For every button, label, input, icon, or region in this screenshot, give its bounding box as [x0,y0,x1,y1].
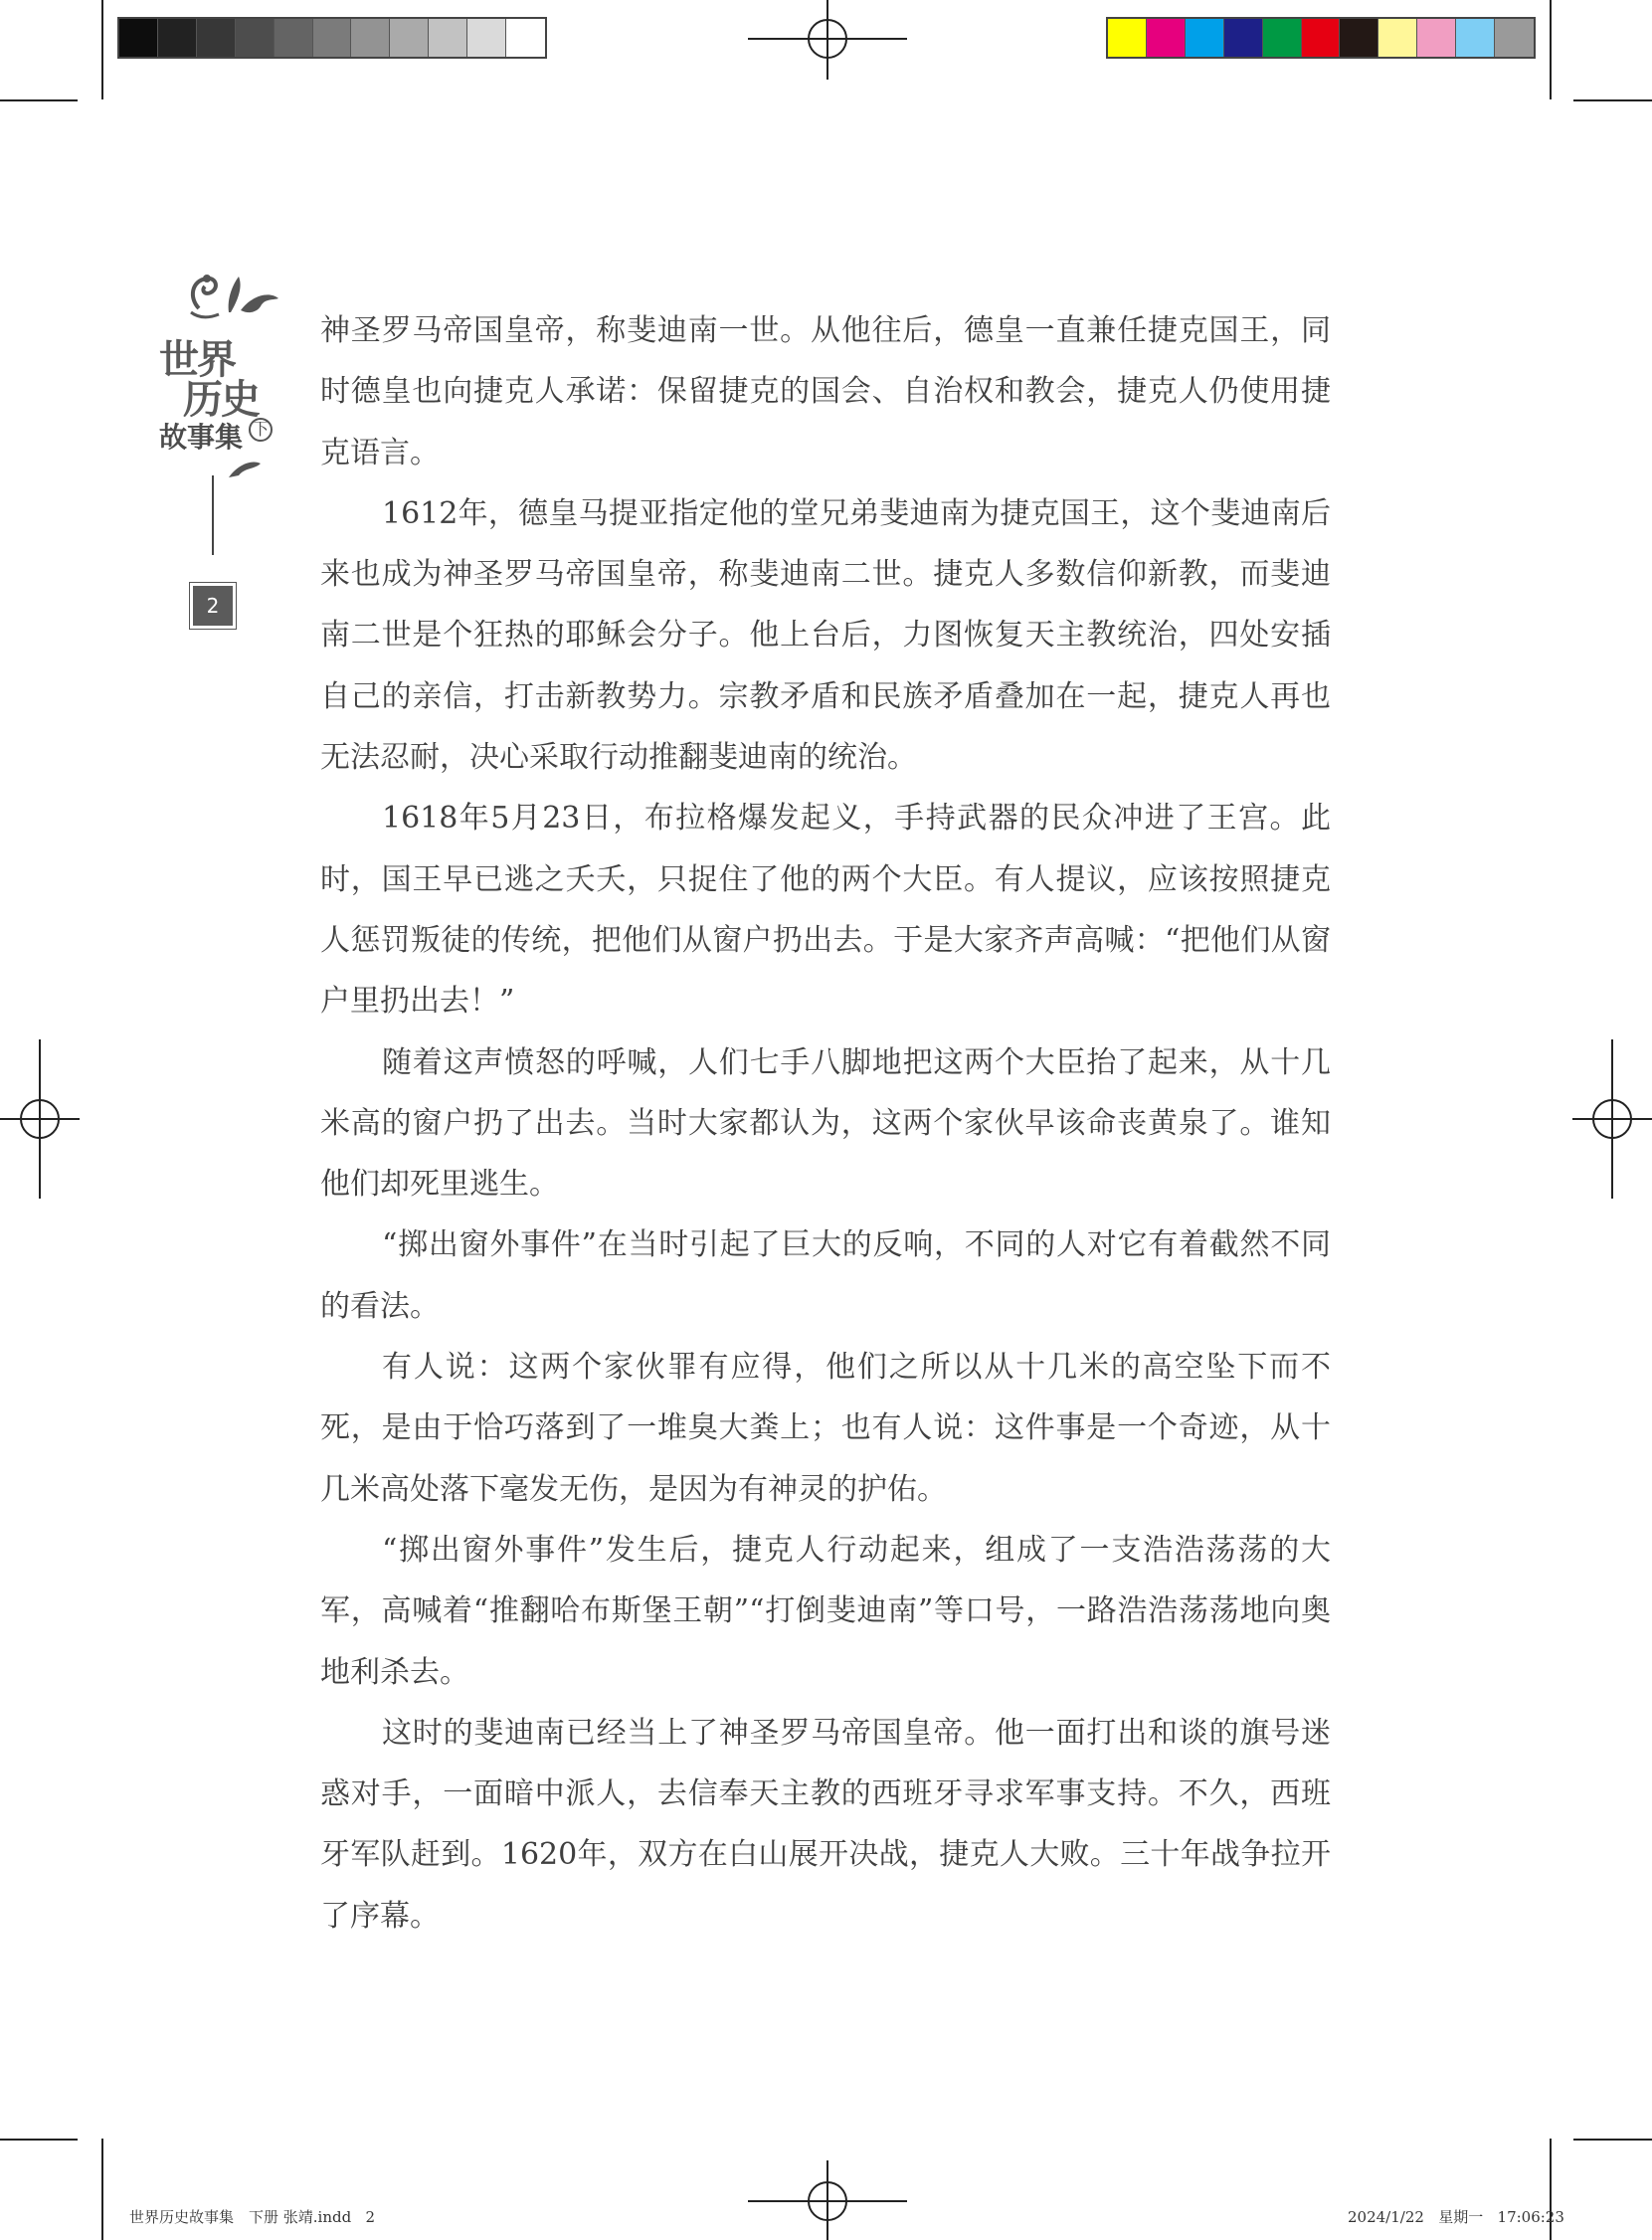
crop-mark [1573,99,1652,101]
book-title-part2: 历史 [183,376,259,423]
registration-mark-top [748,0,907,80]
volume-badge: 下 [249,418,273,442]
paragraph: “掷出窗外事件”在当时引起了巨大的反响，不同的人对它有着截然不同的看法。 [320,1227,1331,1324]
paragraph: 神圣罗马帝国皇帝，称斐迪南一世。从他往后，德皇一直兼任捷克国王，同时德皇也向捷克人承诺：保留捷克的国会、自治权和教会，捷克人仍使用捷克语言。 [320,313,1331,470]
footer-date-info: 2024/1/22 星期一 17:06:23 [1348,2208,1564,2226]
brand-divider [212,475,214,555]
color-swatch [236,19,275,57]
color-swatch [1108,19,1147,57]
crop-mark [101,0,103,99]
color-swatch [197,19,236,57]
color-swatch [1186,19,1224,57]
body-text [320,300,1331,1947]
color-swatch [313,19,352,57]
color-swatch [1417,19,1456,57]
paragraph: “掷出窗外事件”发生后，捷克人行动起来，组成了一支浩浩荡荡的大军，高喊着“推翻哈布斯堡王朝”“打倒斐迪南”等口号，一路浩浩荡荡地向奥地利杀去。 [320,1532,1331,1690]
color-swatch [119,19,158,57]
book-title-part1: 世界 [159,336,235,383]
registration-mark-left [0,1039,80,1199]
color-swatch [429,19,467,57]
color-swatch [1302,19,1341,57]
paragraph: 1618年5月23日，布拉格爆发起义，手持武器的民众冲进了王宫。此时，国王早已逃之夭夭，只捉住了他的两个大臣。有人提议，应该按照捷克人惩罚叛徒的传统，把他们从窗户扔出去。于是大家齐声高喊：“把他们从窗户里扔出去！” [320,801,1331,1020]
book-brand [149,269,288,507]
color-swatch [506,19,545,57]
paragraph: 这时的斐迪南已经当上了神圣罗马帝国皇帝。他一面打出和谈的旗号迷惑对手，一面暗中派人，去信奉天主教的西班牙寻求军事支持。不久，西班牙军队赶到。1620年，双方在白山展开决战，捷克人大败。三十年战争拉开了序幕。 [320,1715,1331,1934]
paragraph: 有人说：这两个家伙罪有应得，他们之所以从十几米的高空坠下而不死，是由于恰巧落到了一堆臭大粪上；也有人说：这件事是一个奇迹，从十几米高处落下毫发无伤，是因为有神灵的护佑。 [320,1350,1331,1507]
color-swatch [1456,19,1495,57]
color-bar [1106,17,1536,59]
color-swatch [1495,19,1534,57]
crop-mark [101,2139,103,2240]
paragraph: 随着这声愤怒的呼喊，人们七手八脚地把这两个大臣抬了起来，从十几米高的窗户扔了出去。当时大家都认为，这两个家伙早该命丧黄泉了。谁知他们却死里逃生。 [320,1044,1331,1203]
color-swatch [467,19,506,57]
page-number-box [189,582,237,630]
crop-mark [0,99,78,101]
grayscale-bar [117,17,547,59]
color-swatch [1147,19,1186,57]
registration-mark-bottom [748,2160,907,2240]
floral-ornament-icon [169,269,308,328]
page-number: 2 [193,586,233,626]
registration-mark-right [1572,1039,1652,1199]
crop-mark [1573,2139,1652,2141]
leaf-ornament-icon [225,454,265,483]
color-swatch [1378,19,1417,57]
book-title-part3: 故事集 [159,421,244,454]
color-swatch [351,19,390,57]
footer-file-info: 世界历史故事集 下册 张靖.indd 2 [129,2208,376,2226]
color-swatch [158,19,197,57]
color-swatch [1263,19,1302,57]
color-swatch [275,19,313,57]
color-swatch [390,19,429,57]
crop-mark [1550,0,1552,99]
color-swatch [1224,19,1263,57]
crop-mark [0,2139,78,2141]
paragraph: 1612年，德皇马提亚指定他的堂兄弟斐迪南为捷克国王，这个斐迪南后来也成为神圣罗马帝国皇帝，称斐迪南二世。捷克人多数信仰新教，而斐迪南二世是个狂热的耶稣会分子。他上台后，力图恢复天主教统治，四处安插自己的亲信，打击新教势力。宗教矛盾和民族矛盾叠加在一起，捷克人再也无法忍耐，决心采取行动推翻斐迪南的统治。 [320,495,1331,776]
color-swatch [1340,19,1378,57]
